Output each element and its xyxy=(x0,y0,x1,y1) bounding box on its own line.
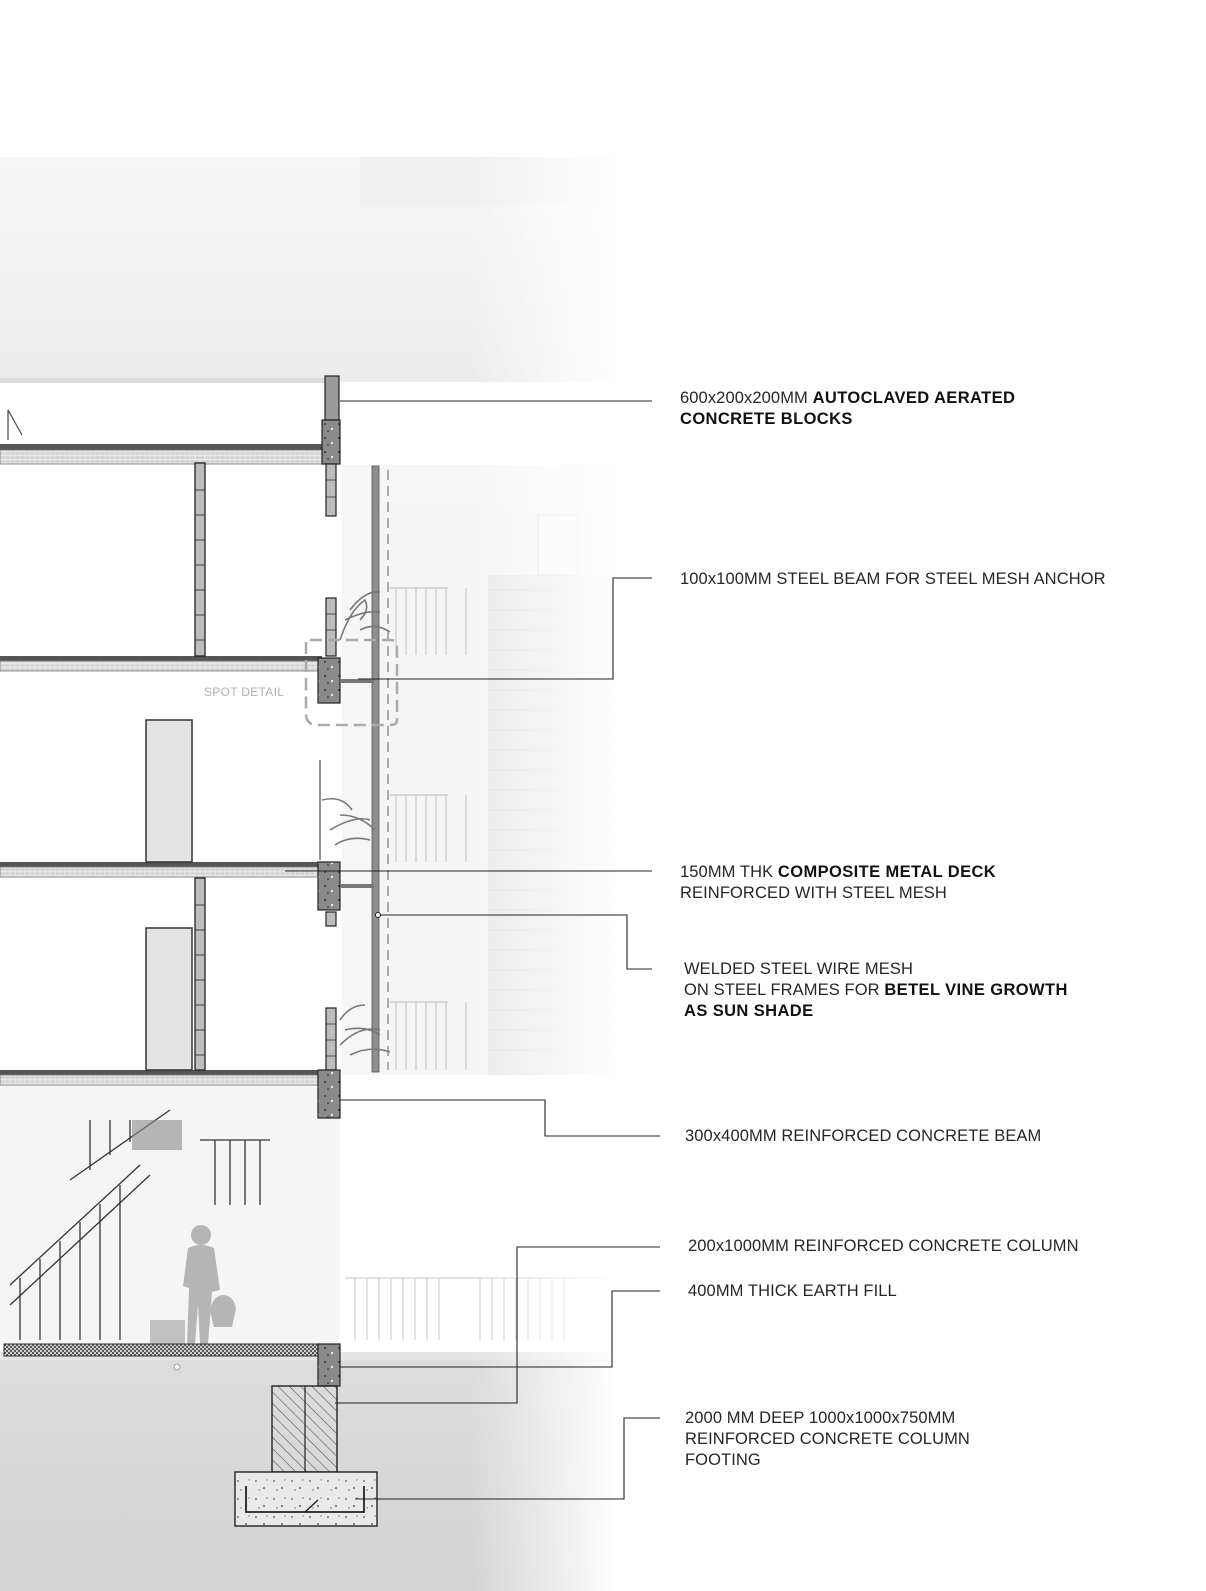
annotation-line xyxy=(685,1408,970,1429)
annotation-line xyxy=(680,388,1015,409)
annotation-emphasis: CONCRETE BLOCKS xyxy=(680,410,853,428)
annotation-text: REINFORCED WITH STEEL MESH xyxy=(680,884,947,902)
annotation-steel-beam xyxy=(680,569,1106,590)
annotation-text: 2000 MM DEEP 1000x1000x750MM xyxy=(685,1409,956,1427)
annotation-line xyxy=(688,1281,897,1302)
annotation-footing xyxy=(685,1408,970,1471)
annotation-line xyxy=(685,1126,1041,1147)
annotation-text: ON STEEL FRAMES FOR xyxy=(684,981,885,999)
door xyxy=(146,928,192,1070)
external-wall xyxy=(318,376,340,1118)
annotation-emphasis: AS SUN SHADE xyxy=(684,1002,814,1020)
annotation-text: REINFORCED CONCRETE COLUMN xyxy=(685,1430,970,1448)
annotation-text: 200x1000MM REINFORCED CONCRETE COLUMN xyxy=(688,1237,1079,1255)
annotation-line xyxy=(680,862,996,883)
spot-detail-label: SPOT DETAIL xyxy=(204,685,285,699)
annotation-text: WELDED STEEL WIRE MESH xyxy=(684,960,913,978)
annotation-text: 600x200x200MM xyxy=(680,389,813,407)
annotation-text: 300x400MM REINFORCED CONCRETE BEAM xyxy=(685,1127,1042,1145)
annotation-line xyxy=(685,1429,970,1450)
annotation-emphasis: COMPOSITE METAL DECK xyxy=(777,863,997,881)
annotation-line xyxy=(680,409,1015,430)
annotation-text: 400MM THICK EARTH FILL xyxy=(688,1282,897,1300)
annotation-line xyxy=(684,1001,1068,1022)
annotation-rc-column xyxy=(688,1236,1079,1257)
interior-partitions xyxy=(195,463,205,1070)
annotation-line xyxy=(688,1236,1079,1257)
annotation-rc-beam xyxy=(685,1126,1041,1147)
annotation-line xyxy=(684,959,1068,980)
annotation-line xyxy=(680,569,1106,590)
annotation-text: 100x100MM STEEL BEAM FOR STEEL MESH ANCHOR xyxy=(680,570,1106,588)
door xyxy=(146,720,192,862)
annotation-line xyxy=(685,1450,970,1471)
annotation-emphasis: AUTOCLAVED AERATED xyxy=(812,389,1016,407)
annotation-earth-fill xyxy=(688,1281,897,1302)
annotation-line xyxy=(684,980,1068,1001)
annotation-line xyxy=(680,883,996,904)
ground-slab xyxy=(4,1344,318,1356)
annotation-steel-mesh xyxy=(684,959,1068,1022)
annotation-aac-blocks xyxy=(680,388,1015,430)
roof-parapet-line xyxy=(0,378,330,383)
annotation-emphasis: BETEL VINE GROWTH xyxy=(884,981,1068,999)
annotation-composite-deck xyxy=(680,862,996,904)
annotation-text: FOOTING xyxy=(685,1451,761,1469)
annotation-text: 150MM THK xyxy=(680,863,778,881)
